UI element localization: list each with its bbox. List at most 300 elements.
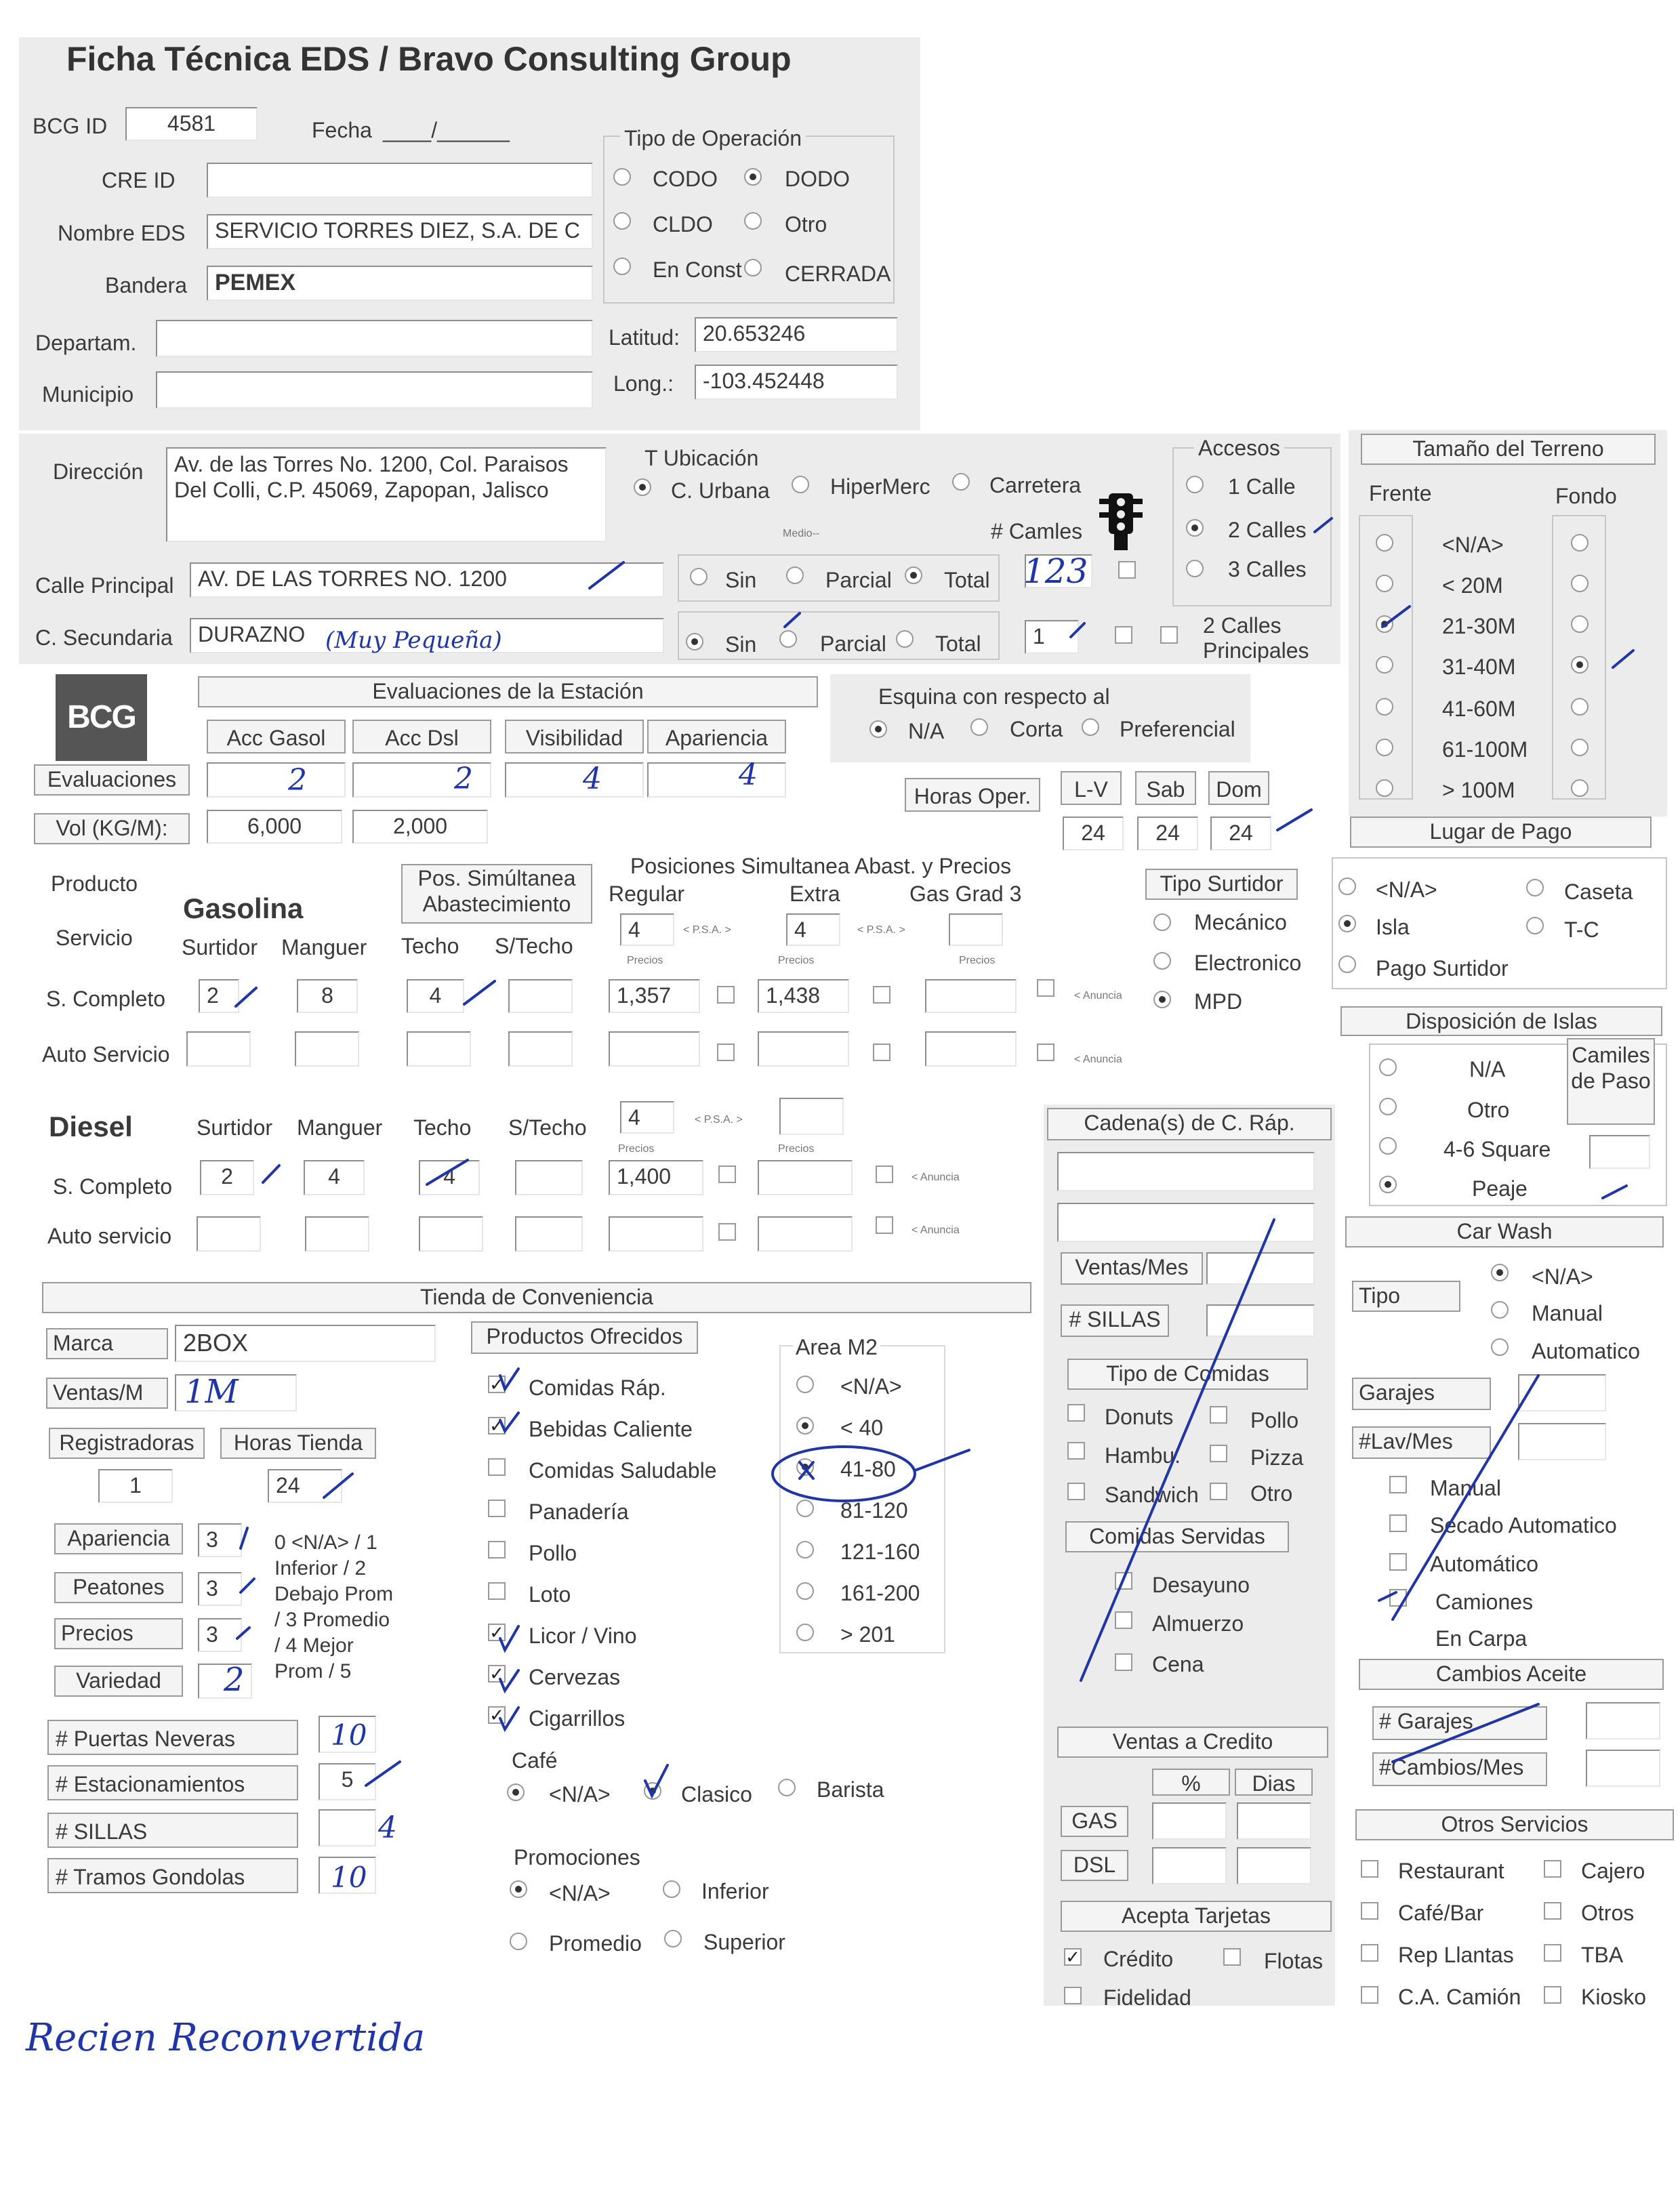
grad3-price-field[interactable] [925,979,1017,1013]
frente-radio-3[interactable] [1376,656,1393,674]
scale-line-2: Debajo Prom [274,1583,394,1605]
carwash-tipo-label: Tipo [1352,1281,1460,1312]
tramos-handwritten: 10 [331,1861,367,1894]
donuts-label: Donuts [1105,1405,1174,1429]
regular-anuncia-checkbox[interactable] [717,986,735,1004]
desayuno-checkbox[interactable] [1115,1572,1132,1590]
camiles-paso-field[interactable] [1589,1135,1650,1169]
hambu-checkbox[interactable] [1067,1442,1085,1460]
otros-checkbox-4[interactable] [1361,1944,1378,1962]
extra-psa-label: < P.S.A. > [857,924,905,936]
producto-checkbox-4[interactable] [488,1541,506,1559]
cw-secado-label: Secado Automatico [1430,1513,1617,1537]
otros-label-4: Rep Llantas [1398,1943,1514,1967]
extra-auto-price-field[interactable] [758,1031,849,1067]
secundaria-checkbox-1[interactable] [1115,626,1132,644]
cafe-label: Café [512,1748,558,1773]
gas-auto-surtidor-field[interactable] [186,1031,251,1067]
fondo-radio-5[interactable] [1571,739,1589,756]
diesel-auto-techo-field[interactable] [419,1216,483,1252]
frente-radio-4[interactable] [1376,698,1393,716]
scale-line-3: / 3 Promedio [274,1609,390,1631]
otros-label-7: Kiosko [1581,1985,1647,2009]
surtidor-electronico-label: Electronico [1194,951,1302,975]
grad3-anuncia-checkbox[interactable] [1037,979,1054,997]
hambu-label: Hambu. [1105,1443,1181,1468]
carwash-auto-radio[interactable] [1491,1338,1509,1356]
diesel-techo-field[interactable]: 4 [419,1160,480,1195]
secundaria-parcial-radio[interactable] [779,630,797,648]
tarjeta-credito-label: Crédito [1103,1947,1174,1971]
en-const-radio[interactable] [613,257,631,275]
tipo-operacion-legend: Tipo de Operación [620,127,806,149]
cerrada-label: CERRADA [785,262,891,286]
fondo-radio-4[interactable] [1571,698,1589,716]
otros-label-2: Café/Bar [1398,1901,1484,1925]
otros-checkbox-5[interactable] [1544,1944,1561,1962]
secundaria-sin-radio[interactable] [686,633,703,651]
diesel-anuncia-checkbox[interactable] [718,1165,736,1183]
hipermerc-radio[interactable] [792,476,809,493]
producto-label: Producto [51,871,138,896]
codo-radio[interactable] [613,168,631,186]
diesel-auto-price-field[interactable] [609,1216,703,1252]
frente-radio-6[interactable] [1376,779,1393,797]
regular-auto-price-field[interactable] [609,1031,700,1067]
disp-na-label: N/A [1469,1057,1506,1081]
diesel-price2-field[interactable] [758,1160,853,1195]
diesel-psa-label: < P.S.A. > [695,1114,743,1126]
gas-stecho-field[interactable] [508,979,573,1013]
donuts-checkbox[interactable] [1067,1404,1085,1422]
en-const-label: En Const [653,257,742,282]
promo-superior-label: Superior [703,1930,785,1954]
cadena-ventas-label: Ventas/Mes [1061,1252,1203,1285]
cre-id-label: CRE ID [102,168,176,192]
area-label-3: 81-120 [840,1498,908,1523]
eval-col-field-3[interactable] [647,758,786,798]
fondo-radio-0[interactable] [1571,534,1589,552]
horas-dom-field[interactable]: 24 [1210,817,1271,850]
eval-col-field-0[interactable] [207,762,346,798]
direccion-line1: Av. de las Torres No. 1200, Col. Paraisos [174,452,569,476]
pago-tc-label: T-C [1564,917,1599,942]
fecha-label: Fecha [312,118,372,142]
fondo-radio-2[interactable] [1571,615,1589,633]
eval-gasol-handwritten: 2 [288,763,307,798]
gas-auto-stecho-field[interactable] [508,1031,573,1067]
aceite-cambios-label: #Cambios/Mes [1372,1752,1547,1786]
credito-dsl-pct-field[interactable] [1152,1847,1227,1884]
credito-gas-pct-field[interactable] [1152,1802,1227,1840]
promo-inferior-label: Inferior [701,1879,769,1903]
cadena-sillas-field[interactable] [1206,1304,1315,1337]
diesel-anuncia-label: < Anuncia [911,1172,960,1183]
cadena-ventas-field[interactable] [1206,1252,1315,1285]
dodo-radio[interactable] [744,168,762,186]
diesel-stecho-label: S/Techo [508,1115,587,1140]
surtidor-electronico-radio[interactable] [1153,952,1171,970]
vol-dsl-field[interactable]: 2,000 [352,810,488,844]
lugar-pago-title: Lugar de Pago [1350,817,1652,848]
producto-checkbox-6[interactable]: ✓ [488,1624,506,1641]
producto-checkbox-5[interactable] [488,1582,506,1600]
area-radio-5[interactable] [796,1582,814,1600]
tipo-surtidor-title: Tipo Surtidor [1145,869,1298,900]
urbana-radio[interactable] [634,478,651,496]
grad3-auto-price-field[interactable] [925,1031,1017,1067]
hipermerc-label: HiperMerc [830,474,930,499]
eval-col-field-2[interactable] [505,762,644,798]
servicio-label: Servicio [56,926,133,950]
promo-na-radio[interactable] [510,1880,527,1898]
aceite-garajes-field[interactable] [1586,1702,1660,1739]
horas-dom-label: Dom [1208,771,1269,805]
surtidor-mecanico-radio[interactable] [1153,913,1171,931]
diesel-scompleto-label: S. Completo [53,1174,173,1199]
producto-checkbox-7[interactable]: ✓ [488,1665,506,1683]
bcg-id-field[interactable]: 4581 [125,107,258,141]
surtidor-mpd-radio[interactable] [1153,991,1171,1008]
producto-label-1: Bebidas Caliente [529,1417,693,1441]
cldo-label: CLDO [653,212,713,236]
carretera-label: Carretera [989,473,1082,497]
esquina-corta-radio[interactable] [970,718,988,736]
pago-caseta-radio[interactable] [1526,879,1544,896]
esquina-legend: Esquina con respecto al [874,686,1114,707]
otros-label-5: TBA [1581,1943,1624,1967]
cw-camiones-label: Camiones [1435,1590,1534,1614]
acceso-3calles-radio[interactable] [1186,560,1204,577]
diesel-anuncia2-checkbox[interactable] [876,1165,893,1183]
apariencia-tienda-label: Apariencia [54,1523,183,1554]
esquina-pref-radio[interactable] [1082,718,1099,736]
cena-checkbox[interactable] [1115,1653,1132,1671]
eval-col-header-1: Acc Dsl [352,720,491,754]
diesel-auto-surtidor-field[interactable] [197,1216,261,1252]
principal-parcial-label: Parcial [825,568,892,592]
otros-checkbox-0[interactable] [1361,1860,1378,1878]
otros-label-3: Otros [1581,1901,1635,1925]
marca-label: Marca [46,1328,168,1359]
esquina-na-radio[interactable] [869,720,887,738]
fondo-radio-6[interactable] [1571,779,1589,797]
carwash-garajes-label: Garajes [1352,1378,1491,1410]
grad3-auto-anuncia-checkbox[interactable] [1037,1044,1054,1061]
regular-auto-anuncia-checkbox[interactable] [717,1044,735,1061]
producto-label-3: Panadería [529,1500,629,1524]
cerrada-radio[interactable] [744,259,762,276]
diesel-auto-price2-field[interactable] [758,1216,853,1252]
estacionamientos-field[interactable]: 5 [319,1763,376,1800]
pos-simultanea-title: Pos. Simúltanea Abastecimiento [401,864,592,924]
horas-tienda-field[interactable]: 24 [268,1469,342,1503]
area-label-1: < 40 [840,1416,884,1440]
pago-surtidor-radio[interactable] [1338,955,1356,973]
carwash-manual-radio[interactable] [1491,1301,1509,1319]
regular-precios-label: Precios [627,955,663,966]
terreno-option-label-3: 31-40M [1442,655,1516,679]
producto-checkbox-8[interactable]: ✓ [488,1706,506,1724]
area-radio-2[interactable] [796,1458,814,1476]
secundaria-checkbox-2[interactable] [1160,626,1178,644]
producto-checkbox-2[interactable] [488,1458,506,1476]
gas-auto-techo-field[interactable] [407,1031,471,1067]
peatones-label: Peatones [54,1572,183,1603]
tarjeta-fidelidad-checkbox[interactable] [1064,1987,1082,2004]
cafe-na-radio[interactable] [507,1783,525,1801]
eval-visib-handwritten: 4 [583,762,602,796]
gas-manguer-field[interactable]: 8 [297,979,358,1013]
carwash-auto-label: Automatico [1532,1339,1641,1363]
frente-radio-1[interactable] [1376,575,1393,592]
frente-radio-2[interactable] [1376,615,1393,633]
cafe-barista-label: Barista [817,1777,884,1802]
neveras-handwritten: 10 [331,1718,367,1752]
nombre-eds-field[interactable]: SERVICIO TORRES DIEZ, S.A. DE C [207,214,593,249]
camiles-checkbox[interactable] [1118,561,1136,579]
cw-manual-checkbox[interactable] [1389,1476,1407,1493]
promociones-label: Promociones [514,1845,640,1870]
departamento-field[interactable] [156,320,593,357]
medio-label: Medio-- [783,528,820,539]
cw-camiones-checkbox[interactable] [1389,1589,1407,1607]
cafe-clasico-label: Clasico [681,1782,752,1807]
principal-total-label: Total [944,568,990,592]
marca-field[interactable]: 2BOX [175,1325,436,1362]
pizza-checkbox[interactable] [1210,1445,1227,1462]
area-radio-1[interactable] [796,1417,814,1434]
area-radio-4[interactable] [796,1541,814,1559]
area-radio-6[interactable] [796,1624,814,1641]
secundaria-total-radio[interactable] [896,630,914,648]
tarjeta-flotas-checkbox[interactable] [1223,1948,1241,1966]
cw-secado-checkbox[interactable] [1389,1514,1407,1532]
area-radio-3[interactable] [796,1500,814,1517]
latitud-field[interactable]: 20.653246 [695,317,898,352]
longitud-field[interactable]: -103.452448 [695,365,898,400]
disp-peaje-radio[interactable] [1379,1176,1397,1193]
traffic-light-icon [1099,493,1143,550]
horas-lv-field[interactable]: 24 [1063,817,1124,850]
variedad-label: Variedad [54,1666,183,1697]
disp-square-radio[interactable] [1379,1137,1397,1155]
principal-total-radio[interactable] [905,566,922,584]
diesel-stecho-field[interactable] [515,1160,583,1195]
apariencia-tienda-field[interactable]: 3 [198,1523,242,1557]
eval-col-header-2: Visibilidad [505,720,644,754]
cafe-clasico-radio[interactable] [644,1782,661,1800]
fondo-radio-3[interactable] [1571,656,1589,674]
accesos-legend: Accesos [1194,437,1284,459]
disp-otro-radio[interactable] [1379,1098,1397,1115]
cadena-field-2[interactable] [1057,1203,1315,1242]
diesel-auto-anuncia-checkbox[interactable] [718,1223,736,1241]
diesel-auto-anuncia2-checkbox[interactable] [876,1216,893,1234]
pago-isla-radio[interactable] [1338,915,1356,932]
evaluaciones-title: Evaluaciones de la Estación [198,676,818,707]
otros-servicios-title: Otros Servicios [1355,1809,1674,1840]
otros-label-1: Cajero [1581,1859,1645,1883]
otros-checkbox-7[interactable] [1544,1986,1561,2004]
acceso-2calles-radio[interactable] [1186,519,1204,537]
diesel-autoservicio-label: Auto servicio [47,1224,172,1248]
peatones-field[interactable]: 3 [198,1572,242,1606]
tarjeta-credito-checkbox[interactable]: ✓ [1064,1948,1082,1966]
cw-automatico-checkbox[interactable] [1389,1553,1407,1571]
disp-na-radio[interactable] [1379,1058,1397,1076]
extra-anuncia-checkbox[interactable] [873,986,890,1004]
pago-isla-label: Isla [1376,915,1410,939]
otro-comida-checkbox[interactable] [1210,1483,1227,1500]
acceso-1calle-radio[interactable] [1186,476,1204,493]
direccion-field[interactable] [166,447,607,542]
carwash-na-radio[interactable] [1491,1264,1509,1281]
regular-price-field[interactable]: 1,357 [609,979,700,1013]
terreno-title: Tamaño del Terreno [1361,434,1656,465]
bandera-field[interactable]: PEMEX [207,266,593,301]
calle-secundaria-field[interactable]: DURAZNO [190,618,664,653]
gas-stecho-label: S/Techo [495,934,573,958]
variedad-handwritten: 2 [224,1661,245,1699]
area-radio-0[interactable] [796,1376,814,1393]
otro-op-label: Otro [785,212,827,236]
cre-id-field[interactable] [207,163,593,198]
credito-dsl-dias-field[interactable] [1237,1847,1311,1884]
gas-grad3-label: Gas Grad 3 [909,882,1022,906]
regular-psa-field[interactable]: 4 [620,913,674,946]
horas-lv-label: L-V [1061,771,1122,805]
precios-tienda-label: Precios [54,1618,183,1649]
otros-checkbox-3[interactable] [1544,1902,1561,1920]
diesel-psa-field[interactable]: 4 [620,1101,674,1134]
producto-checkbox-1[interactable]: ✓ [488,1417,506,1434]
comidas-servidas-title: Comidas Servidas [1065,1521,1289,1552]
pago-surtidor-label: Pago Surtidor [1376,956,1509,981]
producto-label-5: Loto [529,1582,571,1607]
pollo-cadena-checkbox[interactable] [1210,1406,1227,1424]
esquina-na-label: N/A [908,719,945,743]
latitud-label: Latitud: [609,325,680,350]
credito-gas-label: GAS [1061,1806,1128,1837]
acceso-3calles-label: 3 Calles [1228,557,1307,581]
urbana-label: C. Urbana [671,478,770,503]
gas-surtidor-field[interactable]: 2 [199,979,239,1013]
pollo-cadena-label: Pollo [1250,1408,1299,1432]
vol-gasol-field[interactable]: 6,000 [207,810,342,844]
promo-promedio-radio[interactable] [510,1933,527,1950]
pago-tc-radio[interactable] [1526,917,1544,934]
cadena-field-1[interactable] [1057,1152,1315,1191]
producto-checkbox-3[interactable] [488,1500,506,1517]
aceite-cambios-field[interactable] [1586,1750,1660,1787]
otros-checkbox-2[interactable] [1361,1902,1378,1920]
registradoras-field[interactable]: 1 [98,1469,173,1503]
cldo-radio[interactable] [613,212,631,230]
almuerzo-checkbox[interactable] [1115,1611,1132,1629]
gas-auto-manguer-field[interactable] [295,1031,359,1067]
extra-price-field[interactable]: 1,438 [758,979,849,1013]
diesel-manguer-label: Manguer [297,1115,383,1140]
dodo-label: DODO [785,167,850,191]
area-title: Area M2 [793,1336,880,1358]
promo-superior-radio[interactable] [664,1930,682,1947]
credito-gas-dias-field[interactable] [1237,1802,1311,1840]
promo-inferior-radio[interactable] [663,1880,680,1898]
sillas-tienda-field[interactable] [319,1809,376,1846]
tarjetas-title: Acepta Tarjetas [1061,1901,1332,1932]
productos-title: Productos Ofrecidos [471,1321,698,1354]
gas-techo-field[interactable]: 4 [407,979,464,1013]
extra-auto-anuncia-checkbox[interactable] [873,1044,890,1061]
cadena-sillas-label: # SILLAS [1061,1304,1169,1337]
diesel-auto-manguer-field[interactable] [305,1216,369,1252]
secundaria-count-field[interactable]: 1 [1025,620,1079,654]
fondo-radio-1[interactable] [1571,575,1589,592]
carretera-radio[interactable] [952,473,970,491]
credito-pct-label: % [1152,1769,1230,1796]
cafe-barista-radio[interactable] [778,1779,796,1796]
acceso-1calle-label: 1 Calle [1228,474,1296,499]
grad3-psa-field[interactable] [949,913,1003,946]
horas-sab-field[interactable]: 24 [1137,817,1198,850]
municipio-field[interactable] [156,371,593,409]
precios-tienda-field[interactable]: 3 [198,1618,242,1652]
longitud-label: Long.: [613,371,674,396]
carwash-lav-label: #Lav/Mes [1352,1426,1491,1459]
frente-label: Frente [1369,481,1432,505]
diesel-surtidor-field[interactable]: 2 [200,1160,254,1195]
otros-checkbox-1[interactable] [1544,1860,1561,1878]
diesel-price-field[interactable]: 1,400 [609,1160,703,1195]
otro-op-radio[interactable] [744,212,762,230]
otro-comida-label: Otro [1250,1481,1293,1506]
carwash-manual-label: Manual [1532,1301,1603,1325]
disp-otro-label: Otro [1467,1098,1510,1122]
frente-radio-5[interactable] [1376,739,1393,756]
regular-psa-label: < P.S.A. > [683,924,731,936]
diesel-psa2-field[interactable] [779,1098,844,1135]
fecha-field[interactable]: ____/______ [383,118,510,142]
carwash-garajes-field[interactable] [1518,1374,1606,1411]
sandwich-checkbox[interactable] [1067,1483,1085,1500]
carwash-lav-field[interactable] [1518,1423,1606,1460]
principal-sin-radio[interactable] [690,568,708,585]
frente-radio-0[interactable] [1376,534,1393,552]
carwash-title: Car Wash [1345,1216,1664,1247]
pago-na-label: <N/A> [1376,878,1437,902]
calle-secundaria-label: C. Secundaria [35,625,173,650]
diesel-manguer-field[interactable]: 4 [304,1160,365,1195]
producto-checkbox-0[interactable]: ✓ [488,1376,506,1393]
producto-label-0: Comidas Ráp. [529,1376,666,1400]
vol-label: Vol (KG/M): [34,813,190,844]
gas-auto-anuncia-label: < Anuncia [1074,1054,1122,1065]
posiciones-precios-title: Posiciones Simultanea Abast. y Precios [630,854,1012,878]
extra-psa-field[interactable]: 4 [786,913,840,946]
diesel-precios-label: Precios [618,1143,655,1155]
terreno-option-label-5: 61-100M [1442,737,1528,762]
principal-sin-label: Sin [725,568,757,592]
gas-autoservicio-label: Auto Servicio [42,1042,170,1067]
principal-parcial-radio[interactable] [786,566,804,584]
terreno-option-label-2: 21-30M [1442,614,1516,638]
fondo-label: Fondo [1555,484,1617,508]
diesel-auto-stecho-field[interactable] [515,1216,583,1252]
pago-na-radio[interactable] [1338,878,1356,895]
otros-checkbox-6[interactable] [1361,1986,1378,2004]
calle-principal-field[interactable]: AV. DE LAS TORRES NO. 1200 [190,562,664,598]
